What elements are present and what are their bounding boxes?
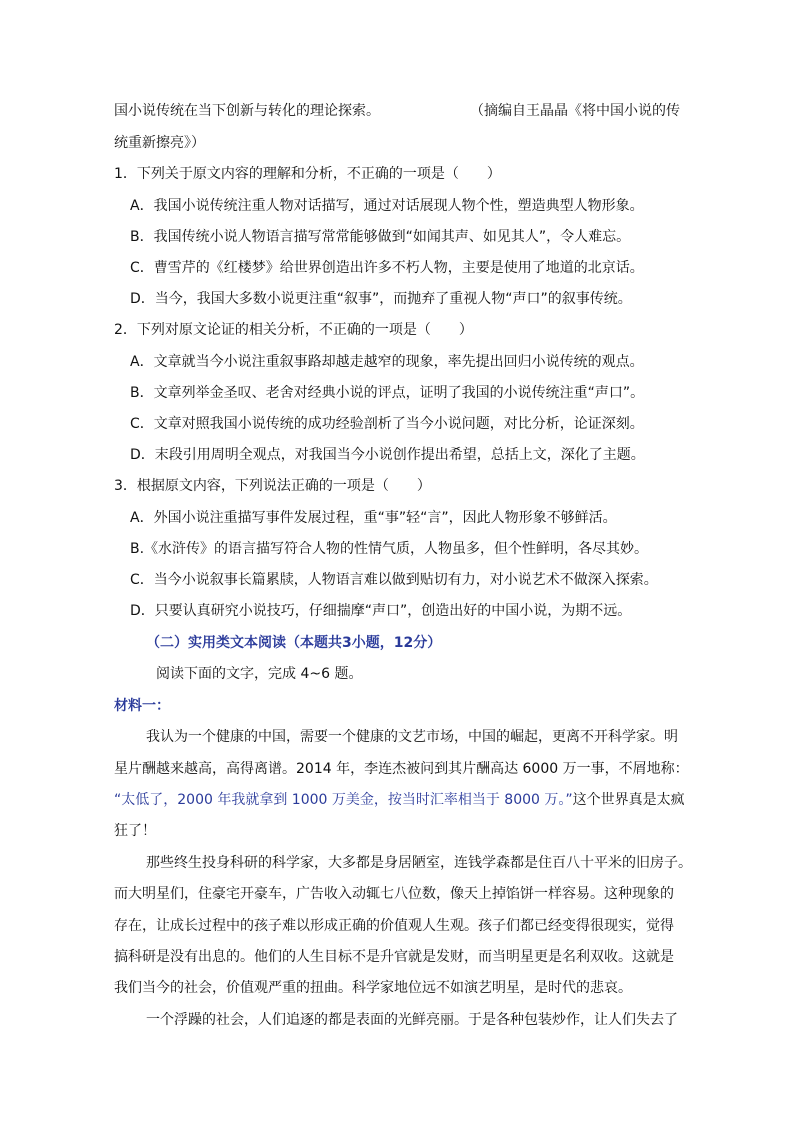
question-1-option-d: D．当今，我国大多数小说更注重“叙事”，而抛弃了重视人物“声口”的叙事传统。 — [130, 291, 632, 307]
section-heading: （二）实用类文本阅读（本题共3小题，12分） — [146, 635, 442, 651]
article-line: 星片酬越来越高，高得离谱。2014 年，李连杰被问到其片酬高达 6000 万一事，不屑地称： — [114, 761, 689, 777]
article-line: 搞科研是没有出息的。他们的人生目标不是升官就是发财，而当明星更是名利双收。这就是 — [114, 949, 674, 965]
article-quote-line — [114, 790, 685, 810]
question-3-option-b: B.《水浒传》的语言描写符合人物的性情气质，人物虽多，但个性鲜明，各尽其妙。 — [130, 541, 649, 557]
question-2-stem: 2．下列对原文论证的相关分析，不正确的一项是（ ） — [114, 322, 473, 338]
article-line: 那些终生投身科研的科学家，大多都是身居陋室，连钱学森都是住百八十平米的旧房子。 — [146, 855, 692, 871]
article-line: 而大明星们，住豪宅开豪车，广告收入动辄七八位数，像天上掉馅饼一样容易。这种现象的 — [114, 886, 674, 902]
article-line: 狂了！ — [114, 823, 156, 839]
article-line: 一个浮躁的社会，人们追逐的都是表面的光鲜亮丽。于是各种包装炒作，让人们失去了 — [146, 1012, 678, 1028]
section-instruction: 阅读下面的文字，完成 4~6 题。 — [156, 666, 363, 682]
article-line: 我认为一个健康的中国，需要一个健康的文艺市场，中国的崛起，更离不开科学家。明 — [146, 729, 678, 745]
question-3-option-a: A．外国小说注重描写事件发展过程，重“事”轻“言”，因此人物形象不够鲜活。 — [130, 510, 617, 526]
question-3-stem: 3．根据原文内容，下列说法正确的一项是（ ） — [114, 478, 431, 494]
question-1-option-b: B．我国传统小说人物语言描写常常能够做到“如闻其声、如见其人”，令人难忘。 — [130, 229, 631, 245]
article-line: 我们当今的社会，价值观严重的扭曲。科学家地位远不如演艺明星，是时代的悲哀。 — [114, 980, 632, 996]
question-1-option-a: A．我国小说传统注重人物对话描写，通过对话展现人物个性，塑造典型人物形象。 — [130, 198, 644, 214]
source-citation: （摘编自王晶晶《将中国小说的传 — [470, 103, 680, 119]
article-line: 存在，让成长过程中的孩子难以形成正确的价值观人生观。孩子们都已经变得很现实，觉得 — [114, 918, 674, 934]
question-3-option-d: D．只要认真研究小说技巧，仔细揣摩“声口”，创造出好的中国小说，为期不远。 — [130, 603, 632, 619]
question-3-option-c: C．当今小说叙事长篇累牍，人物语言难以做到贴切有力，对小说艺术不做深入探索。 — [130, 572, 658, 588]
question-1-stem: 1．下列关于原文内容的理解和分析，不正确的一项是（ ） — [114, 166, 501, 182]
question-2-option-c: C．文章对照我国小说传统的成功经验剖析了当今小说问题，对比分析，论证深刻。 — [130, 416, 644, 432]
question-2-option-b: B．文章列举金圣叹、老舍对经典小说的评点，证明了我国的小说传统注重“声口”。 — [130, 385, 645, 401]
intro-line: 国小说传统在当下创新与转化的理论探索。 — [114, 103, 380, 119]
question-1-option-c: C．曹雪芹的《红楼梦》给世界创造出许多不朽人物，主要是使用了地道的北京话。 — [130, 260, 644, 276]
article-quote: “太低了，2000 年我就拿到 1000 万美金，按当时汇率相当于 8000 万。” — [114, 792, 573, 808]
material-label: 材料一： — [114, 698, 170, 714]
question-2-option-a: A．文章就当今小说注重叙事路却越走越窄的现象，率先提出回归小说传统的观点。 — [130, 354, 644, 370]
question-2-option-d: D．末段引用周明全观点，对我国当今小说创作提出希望，总括上文，深化了主题。 — [130, 447, 645, 463]
source-citation-end: 统重新擦亮》） — [114, 135, 205, 151]
article-quote-tail: 这个世界真是太疯 — [572, 792, 685, 808]
